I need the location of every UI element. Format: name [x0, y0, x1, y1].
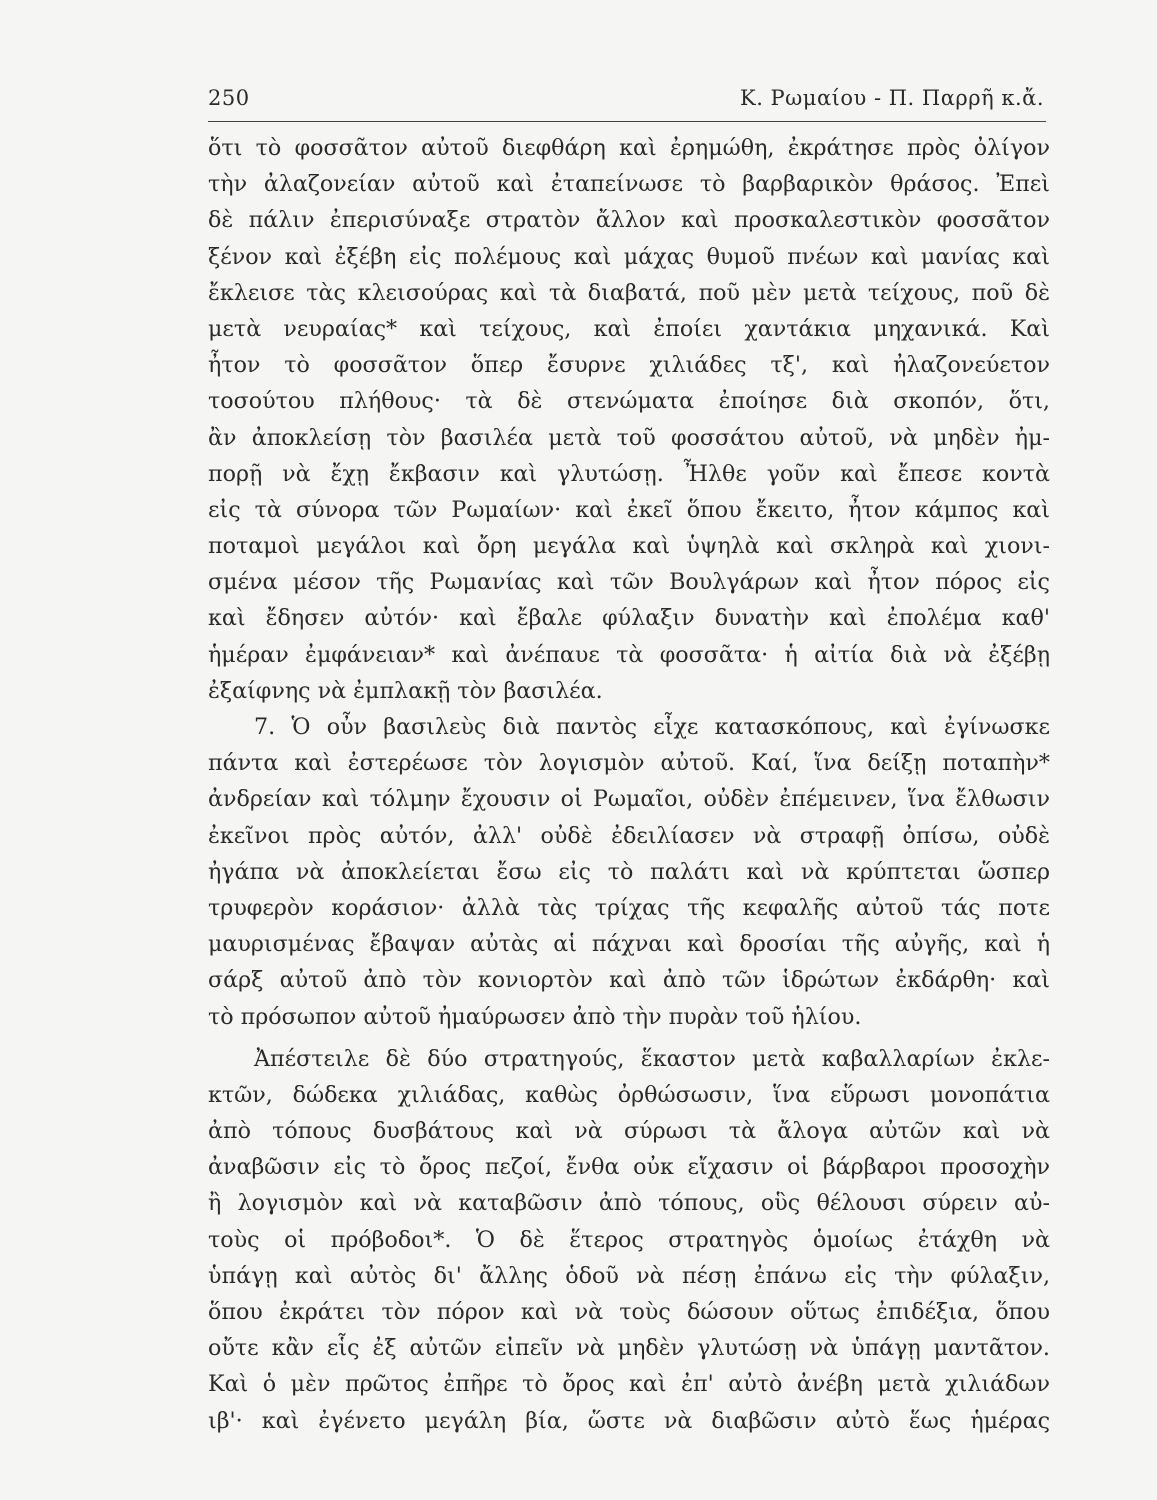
text-line: ἂν ἀποκλείσῃ τὸν βασιλέα μετὰ τοῦ φοσσάτου αὐτοῦ, νὰ μηδὲν ἠμ-	[208, 424, 1050, 451]
body-text	[208, 130, 1050, 1439]
page-number: 250	[208, 86, 250, 110]
running-head: Κ. Ρωμαίου - Π. Παρρῆ κ.ἄ.	[740, 86, 1044, 110]
text-line: πορῇ νὰ ἔχῃ ἔκβασιν καὶ γλυτώσῃ. Ἦλθε γοῦν καὶ ἔπεσε κοντὰ	[208, 460, 1050, 487]
text-line: τοσούτου πλήθους· τὰ δὲ στενώματα ἐποίησε διὰ σκοπόν, ὅτι,	[208, 388, 1050, 415]
text-line: ἀναβῶσιν εἰς τὸ ὄρος πεζοί, ἔνθα οὐκ εἴχασιν οἱ βάρβαροι προσοχὴν	[208, 1154, 1050, 1181]
text-line: Καὶ ὁ μὲν πρῶτος ἐπῆρε τὸ ὄρος καὶ ἐπ' αὐτὸ ἀνέβη μετὰ χιλιάδων	[208, 1371, 1050, 1398]
text-line: ἀπὸ τόπους δυσβάτους καὶ νὰ σύρωσι τὰ ἄλογα αὐτῶν καὶ νὰ	[208, 1118, 1050, 1145]
text-line: ἦτον τὸ φοσσᾶτον ὅπερ ἔσυρνε χιλιάδες τξ', καὶ ἠλαζονεύετον	[208, 352, 1050, 379]
text-line: πάντα καὶ ἐστερέωσε τὸν λογισμὸν αὐτοῦ. Καί, ἵνα δείξῃ ποταπὴν*	[208, 750, 1050, 777]
text-line: εἰς τὰ σύνορα τῶν Ρωμαίων· καὶ ἐκεῖ ὅπου ἔκειτο, ἦτον κάμπος καὶ	[208, 496, 1050, 523]
text-line: σμένα μέσον τῆς Ρωμανίας καὶ τῶν Βουλγάρων καὶ ἦτον πόρος εἰς	[208, 569, 1050, 596]
text-line: ἀνδρείαν καὶ τόλμην ἔχουσιν οἱ Ρωμαῖοι, οὐδὲν ἐπέμεινεν, ἵνα ἔλθωσιν	[208, 786, 1050, 813]
text-line: τρυφερὸν κοράσιον· ἀλλὰ τὰς τρίχας τῆς κεφαλῆς αὐτοῦ τάς ποτε	[208, 894, 1050, 921]
page-header	[208, 80, 1048, 120]
text-line: ὅτι τὸ φοσσᾶτον αὐτοῦ διεφθάρη καὶ ἐρημώθη, ἐκράτησε πρὸς ὀλίγον	[208, 135, 1050, 161]
text-line: δὲ πάλιν ἐπερισύναξε στρατὸν ἄλλον καὶ προσκαλεστικὸν φοσσᾶτον	[208, 207, 1050, 234]
text-line: μαυρισμένας ἔβαψαν αὐτὰς αἱ πάχναι καὶ δροσίαι τῆς αὐγῆς, καὶ ἡ	[208, 931, 1050, 958]
text-line: οὔτε κἂν εἷς ἐξ αὐτῶν εἰπεῖν νὰ μηδὲν γλυτώσῃ νὰ ὑπάγῃ μαντᾶτον.	[208, 1335, 1050, 1362]
text-line: τὴν ἀλαζονείαν αὐτοῦ καὶ ἐταπείνωσε τὸ βαρβαρικὸν θράσος. Ἐπεὶ	[208, 171, 1050, 198]
text-line: ποταμοὶ μεγάλοι καὶ ὄρη μεγάλα καὶ ὑψηλὰ καὶ σκληρὰ καὶ χιονι-	[208, 533, 1050, 560]
text-line: ιβ'· καὶ ἐγένετο μεγάλη βία, ὥστε νὰ διαβῶσιν αὐτὸ ἕως ἡμέρας	[208, 1407, 1050, 1434]
text-line: κτῶν, δώδεκα χιλιάδας, καθὼς ὀρθώσωσιν, ἵνα εὕρωσι μονοπάτια	[208, 1081, 1050, 1108]
text-line: ἡμέραν ἐμφάνειαν* καὶ ἀνέπαυε τὰ φοσσᾶτα· ἡ αἰτία διὰ νὰ ἐξέβῃ	[208, 641, 1050, 668]
text-line: ἔκλεισε τὰς κλεισούρας καὶ τὰ διαβατά, ποῦ μὲν μετὰ τείχους, ποῦ δὲ	[208, 279, 1050, 306]
text-line: τοὺς οἱ πρόβοδοι*. Ὁ δὲ ἕτερος στρατηγὸς ὁμοίως ἐτάχθη νὰ	[208, 1226, 1050, 1253]
text-line: ξένον καὶ ἐξέβη εἰς πολέμους καὶ μάχας θυμοῦ πνέων καὶ μανίας καὶ	[208, 243, 1050, 270]
text-line: ὅπου ἐκράτει τὸν πόρον καὶ νὰ τοὺς δώσουν οὕτως ἐπιδέξια, ὅπου	[208, 1299, 1050, 1325]
text-line: μετὰ νευραίας* καὶ τείχους, καὶ ἐποίει χαντάκια μηχανικά. Καὶ	[208, 315, 1050, 342]
section-start-line: 7. Ὁ οὖν βασιλεὺς διὰ παντὸς εἶχε κατασκόπους, καὶ ἐγίνωσκε	[254, 714, 1050, 740]
text-line: ἐκεῖνοι πρὸς αὐτόν, ἀλλ' οὐδὲ ἐδειλίασεν νὰ στραφῇ ὀπίσω, οὐδὲ	[208, 822, 1050, 849]
text-line: ὑπάγῃ καὶ αὐτὸς δι' ἄλλης ὁδοῦ νὰ πέσῃ ἐπάνω εἰς τὴν φύλαξιν,	[208, 1262, 1050, 1289]
text-line: ἐξαίφνης νὰ ἐμπλακῇ τὸν βασιλέα.	[208, 677, 603, 704]
paragraph-start-line: Ἀπέστειλε δὲ δύο στρατηγούς, ἕκαστον μετὰ καβαλλαρίων ἐκλε-	[254, 1045, 1050, 1072]
header-rule	[208, 121, 1046, 122]
text-line: σάρξ αὐτοῦ ἀπὸ τὸν κονιορτὸν καὶ ἀπὸ τῶν ἱδρώτων ἐκδάρθη· καὶ	[208, 967, 1050, 994]
text-line: ἠγάπα νὰ ἀποκλείεται ἔσω εἰς τὸ παλάτι καὶ νὰ κρύπτεται ὥσπερ	[208, 858, 1050, 885]
text-line: ἢ λογισμὸν καὶ νὰ καταβῶσιν ἀπὸ τόπους, οὓς θέλουσι σύρειν αὐ-	[208, 1190, 1050, 1217]
text-line: τὸ πρόσωπον αὐτοῦ ἠμαύρωσεν ἀπὸ τὴν πυρὰν τοῦ ἡλίου.	[208, 1003, 862, 1030]
text-line: καὶ ἔδησεν αὐτόν· καὶ ἔβαλε φύλαξιν δυνατὴν καὶ ἐπολέμα καθ'	[208, 605, 1050, 632]
